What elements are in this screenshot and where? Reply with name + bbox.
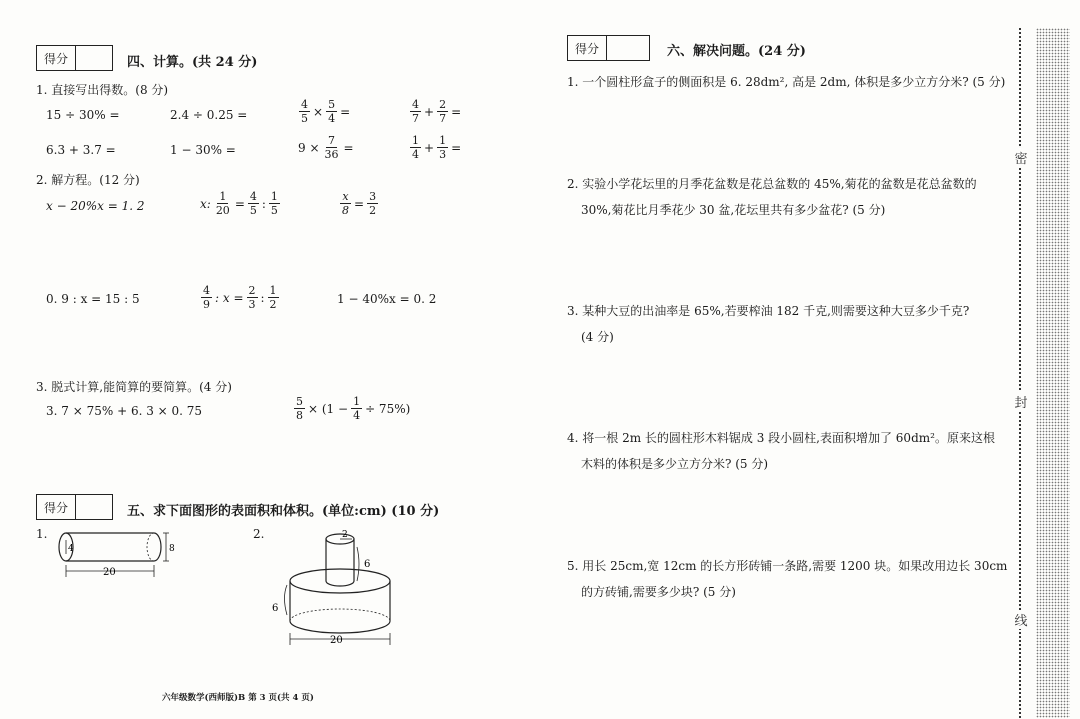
problem-3-line-2: (4 分)	[581, 330, 614, 344]
figure-2-dim-r2: 2	[342, 530, 348, 540]
problem-4-line-2: 木料的体积是多少立方分米? (5 分)	[581, 457, 769, 471]
figure-2-dim-base-d: 20	[330, 635, 343, 646]
figure-1-label: 1.	[36, 527, 48, 541]
equation-6: 1 − 40%x = 0. 2	[337, 292, 437, 306]
figure-1-dim-4: 4	[68, 544, 74, 554]
figure-1-dim-8: 8	[169, 544, 175, 554]
score-box-sec5	[36, 494, 113, 520]
figure-2-dim-top-h: 6	[364, 559, 371, 570]
figure-1-dim-20: 20	[103, 567, 116, 578]
figure-2-stacked-cylinders	[268, 527, 398, 652]
score-blank[interactable]	[76, 46, 112, 70]
q3-expression-2: $\frac{5}{8}$ × (1 − $\frac{1}{4}$ ÷ 75%)	[296, 395, 411, 422]
seal-char-feng: 封	[1013, 392, 1029, 411]
fraction: $\frac{3}{2}$	[369, 190, 377, 217]
q3-expression-1: 3. 7 × 75% + 6. 3 × 0. 75	[46, 404, 203, 418]
equation-1: x − 20%x = 1. 2	[46, 199, 145, 213]
fraction: $\frac{2}{3}$	[248, 284, 256, 311]
q1-item-5: 6.3 + 3.7 =	[46, 143, 116, 157]
fraction: $\frac{1}{4}$	[412, 134, 419, 161]
score-label: 得分	[568, 36, 607, 60]
problem-5-line-1: 5. 用长 25cm,宽 12cm 的长方形砖铺一条路,需要 1200 块。如果改用边长 30cm	[567, 559, 1008, 573]
q1-item-2: 2.4 ÷ 0.25 =	[170, 108, 248, 122]
problem-5-line-2: 的方砖铺,需要多少块? (5 分)	[581, 585, 736, 599]
score-label: 得分	[37, 495, 76, 519]
fraction: $\frac{1}{5}$	[270, 190, 278, 217]
equation-2: x: $\frac{1}{20}$ = $\frac{4}{5}$ : $\frac{1}{5}$	[200, 190, 278, 217]
score-blank[interactable]	[607, 36, 649, 60]
equation-5: $\frac{4}{9}$ : x = $\frac{2}{3}$ : $\frac{1}{2}$	[203, 284, 277, 311]
q3-title: 3. 脱式计算,能简算的要简算。(4 分)	[36, 380, 232, 394]
q1-item-3: $\frac{4}{5}$ × $\frac{5}{4}$ =	[301, 98, 351, 125]
figure-1-cylinder	[48, 525, 188, 585]
fraction: $\frac{1}{3}$	[439, 134, 447, 161]
fraction: $\frac{5}{8}$	[296, 395, 303, 422]
fraction: $\frac{7}{36}$	[324, 134, 339, 161]
q1-item-4: $\frac{4}{7}$ + $\frac{2}{7}$ =	[412, 98, 462, 125]
section5-title: 五、求下面图形的表面积和体积。(单位:cm) (10 分)	[127, 504, 440, 519]
problem-3-line-1: 3. 某种大豆的出油率是 65%,若要榨油 182 千克,则需要这种大豆多少千克?	[567, 304, 970, 318]
fraction: $\frac{1}{4}$	[353, 395, 361, 422]
problem-1: 1. 一个圆柱形盒子的侧面积是 6. 28dm², 高是 2dm, 体积是多少立方分米? (5 分)	[567, 75, 1006, 89]
figure-2-label: 2.	[253, 527, 265, 541]
q1-item-8: $\frac{1}{4}$ + $\frac{1}{3}$ =	[412, 134, 462, 161]
q1-item-6: 1 − 30% =	[170, 143, 236, 157]
fraction: $\frac{1}{2}$	[269, 284, 277, 311]
score-box-sec6	[567, 35, 650, 61]
score-box-sec4	[36, 45, 113, 71]
problem-4-line-1: 4. 将一根 2m 长的圆柱形木料锯成 3 段小圆柱,表面积增加了 60dm²。原来这根	[567, 431, 995, 445]
fraction: $\frac{5}{4}$	[328, 98, 336, 125]
q1-item-1: 15 ÷ 30% =	[46, 108, 120, 122]
figure-2-dim-base-h: 6	[272, 603, 279, 614]
equation-4: 0. 9 : x = 15 : 5	[46, 292, 140, 306]
fraction: $\frac{1}{20}$	[215, 190, 230, 217]
page-footer: 六年级数学(西师版)B 第 3 页(共 4 页)	[162, 693, 314, 703]
fraction: $\frac{4}{5}$	[249, 190, 257, 217]
problem-2-line-2: 30%,菊花比月季花少 30 盆,花坛里共有多少盆花? (5 分)	[581, 203, 886, 217]
seal-char-xian: 线	[1013, 610, 1029, 629]
fraction: $\frac{2}{7}$	[439, 98, 447, 125]
seal-char-mi: 密	[1013, 148, 1029, 167]
problem-2-line-1: 2. 实验小学花坛里的月季花盆数是花总盆数的 45%,菊花的盆数是花总盆数的	[567, 177, 977, 191]
fraction: $\frac{4}{7}$	[412, 98, 419, 125]
score-blank[interactable]	[76, 495, 112, 519]
score-label: 得分	[37, 46, 76, 70]
fraction: $\frac{4}{5}$	[301, 98, 308, 125]
q1-title: 1. 直接写出得数。(8 分)	[36, 83, 169, 97]
binding-margin	[1036, 28, 1070, 718]
fraction: $\frac{x}{8}$	[342, 190, 349, 217]
section4-title: 四、计算。(共 24 分)	[127, 55, 258, 70]
equation-3: $\frac{x}{8}$ = $\frac{3}{2}$	[342, 190, 377, 217]
section6-title: 六、解决问题。(24 分)	[667, 44, 806, 59]
q2-title: 2. 解方程。(12 分)	[36, 173, 140, 187]
q1-item-7: 9 × $\frac{7}{36}$ =	[298, 134, 354, 161]
fraction: $\frac{4}{9}$	[203, 284, 210, 311]
